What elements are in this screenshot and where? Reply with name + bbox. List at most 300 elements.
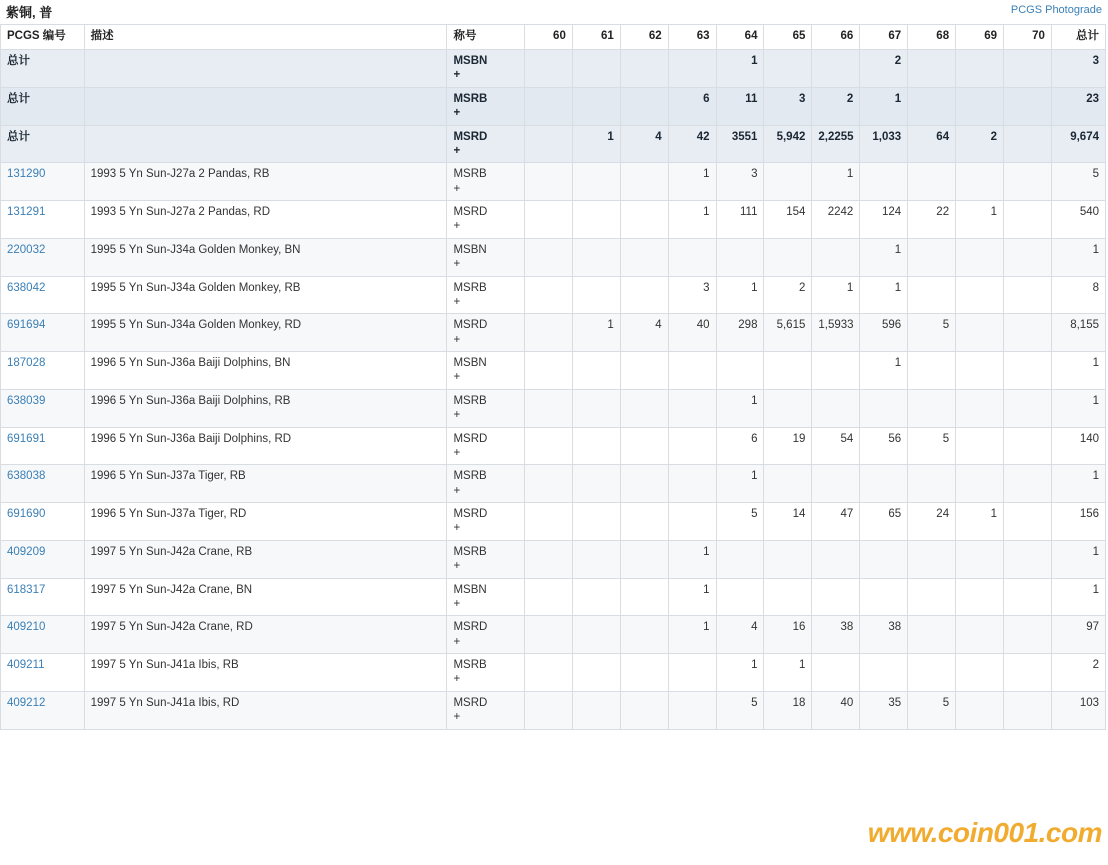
cell-grade-count <box>1004 163 1052 201</box>
cell-grade-count <box>524 389 572 427</box>
grade-plus: + <box>453 673 461 686</box>
cell-grade-count <box>620 616 668 654</box>
cell-grade-count: 1 <box>956 201 1004 239</box>
pcgs-number-link[interactable]: 409209 <box>7 545 46 558</box>
cell-total: 9,674 <box>1051 125 1105 163</box>
cell-total: 103 <box>1051 691 1105 729</box>
cell-grade-count: 2 <box>860 50 908 88</box>
cell-grade-count <box>956 163 1004 201</box>
cell-pcgs-number[interactable] <box>1 427 85 465</box>
cell-total: 3 <box>1051 50 1105 88</box>
column-header-61[interactable]: 61 <box>572 25 620 50</box>
cell-grade-count <box>908 276 956 314</box>
cell-grade <box>447 125 524 163</box>
column-header-67[interactable]: 67 <box>860 25 908 50</box>
cell-description <box>84 87 447 125</box>
cell-pcgs-number: 总计 <box>1 50 85 88</box>
cell-description: 1997 5 Yn Sun-J41a Ibis, RB <box>84 654 447 692</box>
cell-grade-count <box>620 352 668 390</box>
cell-pcgs-number[interactable] <box>1 201 85 239</box>
cell-grade-count <box>860 654 908 692</box>
cell-total: 140 <box>1051 427 1105 465</box>
cell-grade-count <box>668 427 716 465</box>
cell-grade-count <box>668 654 716 692</box>
cell-grade <box>447 87 524 125</box>
grade-plus: + <box>453 107 461 120</box>
cell-grade-count <box>1004 276 1052 314</box>
cell-grade-count <box>812 389 860 427</box>
pcgs-number-link[interactable]: 187028 <box>7 357 46 369</box>
cell-grade-count: 1 <box>668 201 716 239</box>
cell-grade-count <box>764 238 812 276</box>
cell-grade-count <box>572 201 620 239</box>
cell-grade-count <box>1004 503 1052 541</box>
cell-grade-count: 2,2255 <box>812 125 860 163</box>
cell-grade-count: 5 <box>908 314 956 352</box>
column-header-66[interactable]: 66 <box>812 25 860 50</box>
cell-grade-count <box>908 352 956 390</box>
grade-label: MSBN <box>453 357 487 369</box>
cell-grade-count <box>1004 654 1052 692</box>
grade-label: MSRD <box>453 696 488 709</box>
cell-description <box>84 125 447 163</box>
pcgs-number-link[interactable]: 691690 <box>7 508 46 520</box>
cell-pcgs-number[interactable] <box>1 314 85 352</box>
cell-grade-count: 4 <box>716 616 764 654</box>
table-row <box>1 540 1106 578</box>
cell-grade-count <box>620 427 668 465</box>
cell-grade-count: 38 <box>860 616 908 654</box>
cell-grade-count: 1 <box>668 616 716 654</box>
cell-grade-count: 6 <box>716 427 764 465</box>
cell-pcgs-number[interactable] <box>1 503 85 541</box>
cell-grade-count <box>620 50 668 88</box>
cell-total: 1 <box>1051 352 1105 390</box>
column-header-65[interactable]: 65 <box>764 25 812 50</box>
cell-grade-count: 1 <box>716 276 764 314</box>
cell-grade-count <box>524 314 572 352</box>
cell-grade-count: 47 <box>812 503 860 541</box>
table-row <box>1 87 1106 125</box>
cell-grade-count: 111 <box>716 201 764 239</box>
page-title: 紫铜, 普 <box>6 5 53 20</box>
cell-grade-count <box>908 465 956 503</box>
cell-grade-count <box>956 352 1004 390</box>
pcgs-number-link[interactable]: 409211 <box>7 659 45 671</box>
table-row <box>1 352 1106 390</box>
grade-plus: + <box>453 560 461 573</box>
cell-grade-count <box>956 691 1004 729</box>
cell-grade <box>447 276 524 314</box>
cell-grade-count: 1 <box>860 276 908 314</box>
cell-grade-count <box>524 50 572 88</box>
cell-grade-count <box>812 578 860 616</box>
cell-grade <box>447 465 524 503</box>
cell-grade-count: 42 <box>668 125 716 163</box>
cell-grade-count <box>860 465 908 503</box>
grade-label: MSRD <box>453 508 488 520</box>
cell-description: 1996 5 Yn Sun-J36a Baiji Dolphins, BN <box>84 352 447 390</box>
cell-grade-count <box>572 238 620 276</box>
cell-grade <box>447 163 524 201</box>
cell-grade-count <box>812 465 860 503</box>
cell-grade-count: 22 <box>908 201 956 239</box>
cell-grade-count <box>572 50 620 88</box>
cell-grade-count: 596 <box>860 314 908 352</box>
cell-grade <box>447 50 524 88</box>
cell-grade-count <box>620 389 668 427</box>
cell-description: 1997 5 Yn Sun-J42a Crane, BN <box>84 578 447 616</box>
column-header-69[interactable]: 69 <box>956 25 1004 50</box>
cell-description: 1997 5 Yn Sun-J42a Crane, RD <box>84 616 447 654</box>
cell-grade-count <box>524 163 572 201</box>
column-header-description[interactable]: 描述 <box>84 25 447 50</box>
cell-grade-count: 38 <box>812 616 860 654</box>
grade-plus: + <box>453 69 461 82</box>
cell-grade <box>447 201 524 239</box>
cell-grade <box>447 691 524 729</box>
cell-total: 1 <box>1051 389 1105 427</box>
cell-grade-count: 1 <box>716 50 764 88</box>
cell-grade-count <box>668 238 716 276</box>
cell-total: 8 <box>1051 276 1105 314</box>
cell-grade-count <box>860 540 908 578</box>
cell-grade-count <box>908 616 956 654</box>
cell-grade-count <box>764 352 812 390</box>
cell-grade-count <box>524 238 572 276</box>
cell-grade-count: 1 <box>764 654 812 692</box>
cell-grade-count: 16 <box>764 616 812 654</box>
cell-grade-count <box>524 352 572 390</box>
cell-total: 8,155 <box>1051 314 1105 352</box>
cell-grade <box>447 352 524 390</box>
cell-grade-count <box>572 578 620 616</box>
cell-description: 1995 5 Yn Sun-J34a Golden Monkey, RD <box>84 314 447 352</box>
grade-plus: + <box>453 371 461 384</box>
cell-grade-count: 6 <box>668 87 716 125</box>
cell-grade-count <box>668 352 716 390</box>
cell-pcgs-number[interactable] <box>1 276 85 314</box>
cell-total: 1 <box>1051 540 1105 578</box>
table-row <box>1 314 1106 352</box>
cell-grade-count <box>812 238 860 276</box>
grade-label: MSBN <box>453 243 487 256</box>
table-body <box>1 50 1106 730</box>
cell-grade-count <box>812 654 860 692</box>
cell-grade-count <box>668 465 716 503</box>
column-header-62[interactable]: 62 <box>620 25 668 50</box>
cell-grade-count: 2 <box>812 87 860 125</box>
cell-grade-count <box>908 238 956 276</box>
cell-pcgs-number[interactable] <box>1 163 85 201</box>
cell-pcgs-number[interactable] <box>1 389 85 427</box>
cell-grade-count <box>956 616 1004 654</box>
table-row <box>1 125 1106 163</box>
grade-label: MSRB <box>453 92 488 105</box>
cell-grade <box>447 314 524 352</box>
cell-pcgs-number[interactable] <box>1 616 85 654</box>
cell-grade-count <box>524 691 572 729</box>
cell-grade-count <box>764 578 812 616</box>
cell-grade-count <box>716 540 764 578</box>
cell-grade-count <box>524 616 572 654</box>
cell-grade-count <box>716 578 764 616</box>
cell-grade-count <box>860 163 908 201</box>
cell-grade-count <box>668 503 716 541</box>
column-header-pcgs-number[interactable]: PCGS 编号 <box>1 25 85 50</box>
cell-grade-count <box>572 352 620 390</box>
cell-grade-count <box>1004 201 1052 239</box>
pcgs-number-link[interactable]: 691694 <box>7 319 46 332</box>
cell-grade <box>447 503 524 541</box>
cell-pcgs-number[interactable] <box>1 654 85 692</box>
column-header-68[interactable]: 68 <box>908 25 956 50</box>
cell-description: 1997 5 Yn Sun-J41a Ibis, RD <box>84 691 447 729</box>
cell-grade-count <box>1004 87 1052 125</box>
cell-grade-count: 5 <box>716 691 764 729</box>
cell-grade-count <box>908 50 956 88</box>
table-row <box>1 201 1106 239</box>
cell-grade-count: 1 <box>812 163 860 201</box>
cell-grade-count <box>956 578 1004 616</box>
cell-grade-count <box>524 276 572 314</box>
cell-grade-count: 1 <box>812 276 860 314</box>
cell-grade-count: 3 <box>668 276 716 314</box>
cell-grade-count <box>1004 50 1052 88</box>
cell-grade-count <box>1004 125 1052 163</box>
table-row <box>1 163 1106 201</box>
cell-grade-count <box>908 389 956 427</box>
cell-grade-count <box>908 87 956 125</box>
cell-grade-count: 1,5933 <box>812 314 860 352</box>
cell-grade-count <box>908 654 956 692</box>
cell-total: 23 <box>1051 87 1105 125</box>
cell-total: 5 <box>1051 163 1105 201</box>
pcgs-number-link[interactable]: 618317 <box>7 583 46 596</box>
column-header-63[interactable]: 63 <box>668 25 716 50</box>
cell-grade-count <box>764 389 812 427</box>
pcgs-number-link[interactable]: 220032 <box>7 243 46 256</box>
cell-grade-count: 64 <box>908 125 956 163</box>
cell-pcgs-number: 总计 <box>1 125 85 163</box>
cell-grade-count <box>956 87 1004 125</box>
grade-label: MSRD <box>453 130 488 143</box>
cell-pcgs-number[interactable] <box>1 691 85 729</box>
cell-grade-count <box>908 163 956 201</box>
site-watermark: www.coin001.com <box>867 817 1102 848</box>
cell-grade-count <box>668 389 716 427</box>
grade-label: MSRB <box>453 470 487 483</box>
table-row <box>1 691 1106 729</box>
table-row <box>1 465 1106 503</box>
cell-grade-count <box>620 540 668 578</box>
cell-grade-count <box>764 163 812 201</box>
cell-grade-count <box>956 654 1004 692</box>
grade-plus: + <box>453 333 461 346</box>
cell-grade-count <box>572 427 620 465</box>
cell-grade-count: 4 <box>620 125 668 163</box>
grade-plus: + <box>453 446 461 459</box>
cell-grade-count: 5,615 <box>764 314 812 352</box>
cell-grade-count: 1,033 <box>860 125 908 163</box>
table-row <box>1 50 1106 88</box>
cell-grade-count <box>572 465 620 503</box>
cell-description <box>84 50 447 88</box>
cell-pcgs-number[interactable] <box>1 238 85 276</box>
cell-grade-count <box>956 276 1004 314</box>
pcgs-number-link[interactable]: 638038 <box>7 470 46 483</box>
grade-label: MSRD <box>453 206 488 218</box>
pcgs-number-link[interactable]: 638042 <box>7 281 46 294</box>
cell-grade-count: 18 <box>764 691 812 729</box>
cell-grade-count: 1 <box>716 654 764 692</box>
cell-grade-count <box>956 238 1004 276</box>
grade-plus: + <box>453 258 461 271</box>
cell-pcgs-number: 总计 <box>1 87 85 125</box>
cell-grade-count: 1 <box>716 389 764 427</box>
grade-label: MSRB <box>453 168 487 181</box>
cell-grade-count: 1 <box>668 578 716 616</box>
cell-grade-count <box>524 427 572 465</box>
table-row <box>1 238 1106 276</box>
cell-grade-count <box>1004 314 1052 352</box>
cell-grade-count <box>572 540 620 578</box>
cell-grade-count <box>908 540 956 578</box>
cell-grade-count <box>1004 389 1052 427</box>
cell-grade <box>447 578 524 616</box>
cell-grade-count <box>1004 352 1052 390</box>
cell-description: 1995 5 Yn Sun-J34a Golden Monkey, RB <box>84 276 447 314</box>
column-header-total[interactable]: 总计 <box>1051 25 1105 50</box>
pcgs-number-link[interactable]: 131291 <box>7 206 46 218</box>
cell-pcgs-number[interactable] <box>1 578 85 616</box>
cell-grade-count: 2 <box>956 125 1004 163</box>
grade-plus: + <box>453 711 461 724</box>
cell-grade-count <box>1004 427 1052 465</box>
column-header-70[interactable]: 70 <box>1004 25 1052 50</box>
cell-grade-count <box>764 50 812 88</box>
cell-grade-count <box>620 163 668 201</box>
pcgs-number-link[interactable]: 409212 <box>7 696 46 709</box>
cell-grade-count <box>620 276 668 314</box>
cell-pcgs-number[interactable] <box>1 352 85 390</box>
grade-label: MSRB <box>453 545 487 558</box>
population-table <box>0 24 1106 730</box>
cell-grade-count <box>716 238 764 276</box>
table-header-row <box>1 25 1106 50</box>
pcgs-number-link[interactable]: 638039 <box>7 394 46 407</box>
cell-grade-count <box>956 389 1004 427</box>
top-bar <box>0 0 1108 24</box>
grade-label: MSBN <box>453 55 488 67</box>
pcgs-number-link[interactable]: 691691 <box>7 432 46 445</box>
cell-grade-count <box>572 691 620 729</box>
grade-plus: + <box>453 522 461 535</box>
cell-grade-count <box>620 465 668 503</box>
cell-description: 1997 5 Yn Sun-J42a Crane, RB <box>84 540 447 578</box>
cell-grade-count: 1 <box>956 503 1004 541</box>
cell-grade-count: 3551 <box>716 125 764 163</box>
cell-grade-count: 5 <box>716 503 764 541</box>
grade-label: MSRD <box>453 319 488 332</box>
cell-grade-count <box>956 540 1004 578</box>
column-header-grade[interactable]: 称号 <box>447 25 524 50</box>
cell-grade-count: 1 <box>668 163 716 201</box>
cell-grade-count <box>1004 578 1052 616</box>
cell-grade-count: 19 <box>764 427 812 465</box>
cell-grade-count <box>956 465 1004 503</box>
cell-grade-count <box>572 654 620 692</box>
table-row <box>1 427 1106 465</box>
cell-grade-count: 11 <box>716 87 764 125</box>
cell-grade <box>447 616 524 654</box>
cell-grade-count <box>716 352 764 390</box>
cell-grade-count: 5,942 <box>764 125 812 163</box>
cell-grade-count <box>524 125 572 163</box>
grade-plus: + <box>453 182 461 195</box>
cell-grade-count <box>620 201 668 239</box>
cell-grade-count <box>620 691 668 729</box>
grade-label: MSRB <box>453 659 487 671</box>
cell-grade-count <box>764 465 812 503</box>
cell-total: 2 <box>1051 654 1105 692</box>
column-header-64[interactable]: 64 <box>716 25 764 50</box>
cell-grade-count: 1 <box>668 540 716 578</box>
cell-grade-count <box>956 50 1004 88</box>
grade-plus: + <box>453 409 461 422</box>
cell-grade-count <box>572 616 620 654</box>
cell-grade-count <box>524 87 572 125</box>
cell-total: 540 <box>1051 201 1105 239</box>
cell-grade-count <box>956 427 1004 465</box>
pcgs-number-link[interactable]: 409210 <box>7 621 46 634</box>
grade-label: MSRB <box>453 394 487 407</box>
cell-grade-count <box>1004 238 1052 276</box>
table-row <box>1 616 1106 654</box>
cell-grade-count: 1 <box>716 465 764 503</box>
table-row <box>1 654 1106 692</box>
cell-total: 1 <box>1051 578 1105 616</box>
cell-grade-count: 56 <box>860 427 908 465</box>
pcgs-photograde-link[interactable]: PCGS Photograde <box>1010 4 1102 16</box>
pcgs-number-link[interactable]: 131290 <box>7 168 46 181</box>
cell-pcgs-number[interactable] <box>1 540 85 578</box>
cell-grade-count <box>572 87 620 125</box>
cell-grade-count <box>1004 540 1052 578</box>
cell-total: 156 <box>1051 503 1105 541</box>
cell-grade-count: 35 <box>860 691 908 729</box>
cell-grade-count: 5 <box>908 427 956 465</box>
cell-grade <box>447 389 524 427</box>
column-header-60[interactable]: 60 <box>524 25 572 50</box>
cell-grade-count <box>620 87 668 125</box>
cell-grade-count: 65 <box>860 503 908 541</box>
cell-grade-count: 40 <box>812 691 860 729</box>
cell-grade-count <box>572 503 620 541</box>
cell-grade-count: 2 <box>764 276 812 314</box>
cell-grade-count <box>524 540 572 578</box>
cell-grade-count <box>668 50 716 88</box>
cell-pcgs-number[interactable] <box>1 465 85 503</box>
cell-grade-count <box>524 578 572 616</box>
cell-grade-count: 1 <box>860 238 908 276</box>
cell-grade-count: 1 <box>572 314 620 352</box>
cell-grade-count: 24 <box>908 503 956 541</box>
grade-label: MSRD <box>453 432 488 445</box>
cell-grade <box>447 427 524 465</box>
grade-plus: + <box>453 597 461 610</box>
table-header <box>1 25 1106 50</box>
